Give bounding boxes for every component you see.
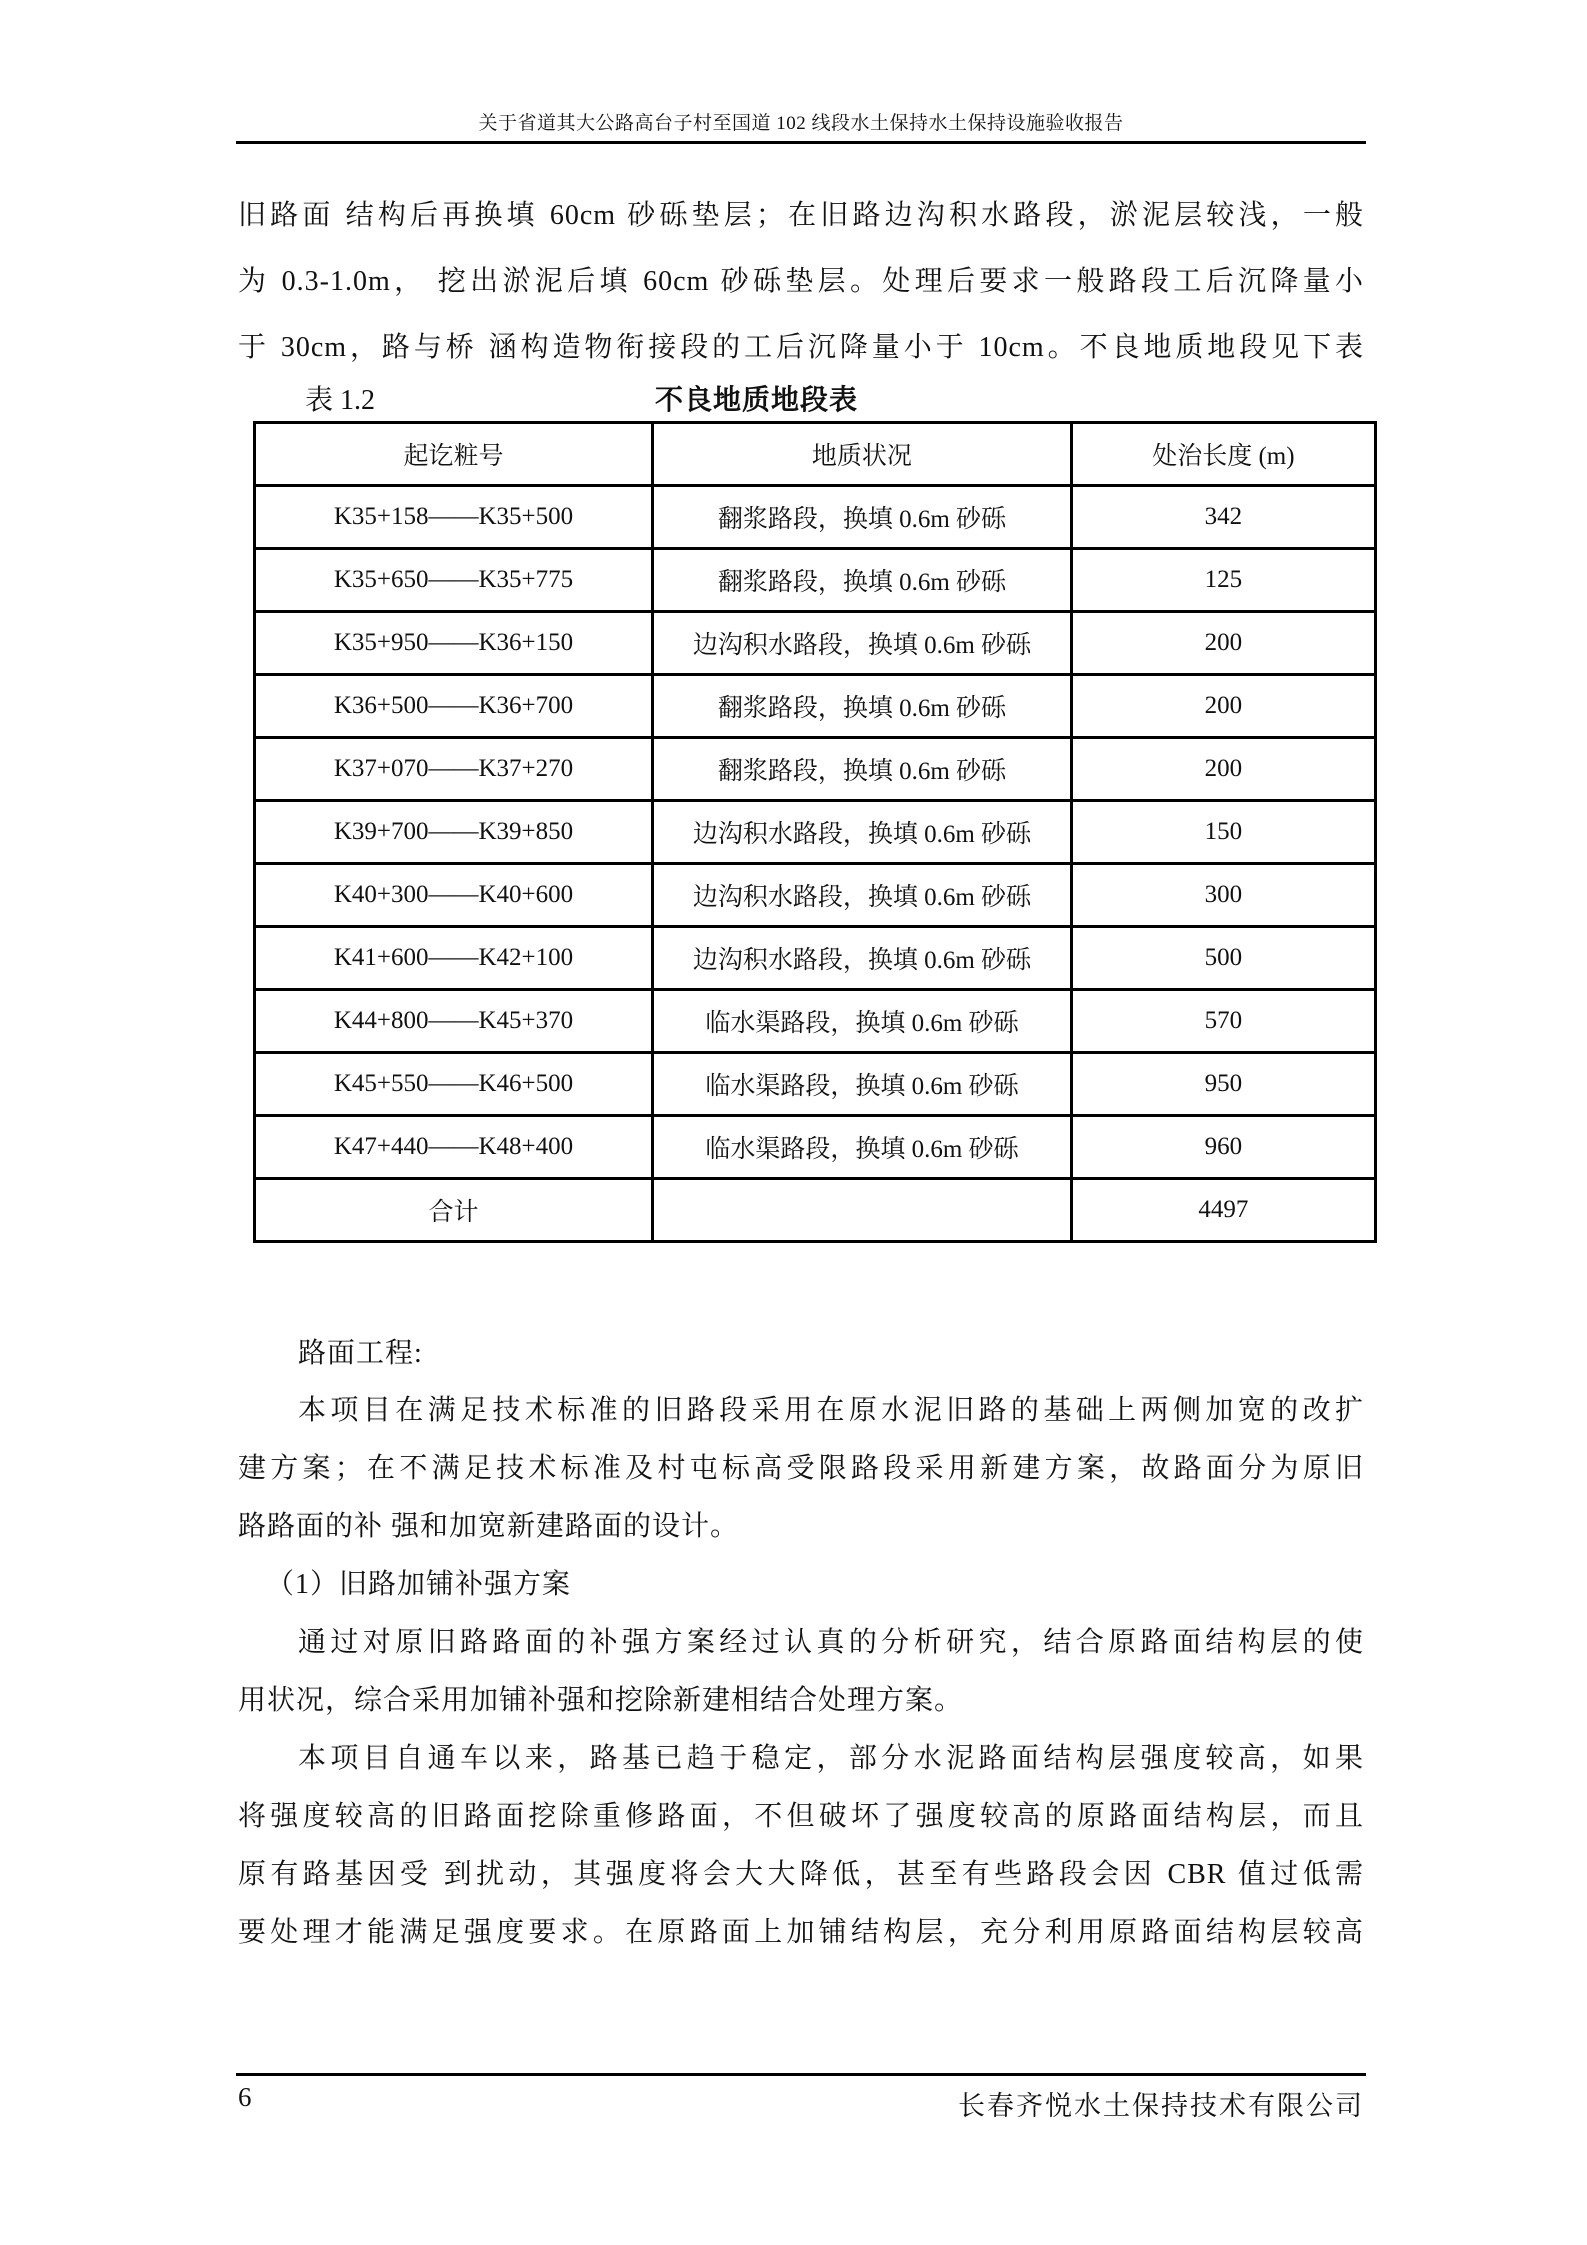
geology-cell: 翻浆路段，换填 0.6m 砂砾 [653, 738, 1072, 801]
length-cell: 342 [1071, 486, 1375, 549]
table-row [255, 864, 1376, 927]
length-cell: 500 [1071, 927, 1375, 990]
table-header-row [255, 423, 1376, 486]
page-number: 6 [238, 2082, 252, 2112]
length-cell: 150 [1071, 801, 1375, 864]
station-cell: K45+550——K46+500 [255, 1053, 653, 1116]
total-value-cell: 4497 [1071, 1179, 1375, 1242]
table-row [255, 675, 1376, 738]
section-heading: 路面工程: [298, 1338, 423, 1369]
length-cell: 125 [1071, 549, 1375, 612]
intro-paragraph [238, 183, 1364, 381]
geology-cell: 翻浆路段，换填 0.6m 砂砾 [653, 549, 1072, 612]
length-cell: 200 [1071, 738, 1375, 801]
table-number: 表 1.2 [305, 385, 376, 416]
geology-cell: 边沟积水路段，换填 0.6m 砂砾 [653, 927, 1072, 990]
total-label-cell: 合计 [255, 1179, 653, 1242]
header-cell-geology: 地质状况 [653, 423, 1072, 486]
subheading: （1）旧路加铺补强方案 [266, 1569, 572, 1600]
length-cell: 200 [1071, 612, 1375, 675]
table-row [255, 1116, 1376, 1179]
length-cell: 300 [1071, 864, 1375, 927]
text-line: 于 30cm，路与桥 涵构造物衔接段的工后沉降量小于 10cm。不良地质地段见下表 [238, 332, 1364, 363]
table-row [255, 549, 1376, 612]
total-empty-cell [653, 1179, 1072, 1242]
text-line: 要处理才能满足强度要求。在原路面上加铺结构层，充分利用原路面结构层较高 [238, 1917, 1364, 1948]
company-name: 长春齐悦水土保持技术有限公司 [958, 2091, 1364, 2121]
geology-cell: 翻浆路段，换填 0.6m 砂砾 [653, 675, 1072, 738]
geology-cell: 临水渠路段，换填 0.6m 砂砾 [653, 1116, 1072, 1179]
bad-geology-table [253, 421, 1377, 1243]
text-line: 通过对原旧路路面的补强方案经过认真的分析研究，结合原路面结构层的使 [298, 1627, 1364, 1658]
header-rule [236, 141, 1366, 144]
geology-cell: 边沟积水路段，换填 0.6m 砂砾 [653, 864, 1072, 927]
length-cell: 960 [1071, 1116, 1375, 1179]
station-cell: K47+440——K48+400 [255, 1116, 653, 1179]
text-line: 原有路基因受 到扰动，其强度将会大大降低，甚至有些路段会因 CBR 值过低需 [238, 1859, 1364, 1890]
text-line: 路路面的补 强和加宽新建路面的设计。 [238, 1511, 740, 1542]
table-title: 不良地质地段表 [655, 385, 859, 416]
footer-rule [236, 2073, 1366, 2076]
geology-cell: 边沟积水路段，换填 0.6m 砂砾 [653, 801, 1072, 864]
station-cell: K35+158——K35+500 [255, 486, 653, 549]
station-cell: K40+300——K40+600 [255, 864, 653, 927]
table-row [255, 486, 1376, 549]
station-cell: K35+950——K36+150 [255, 612, 653, 675]
station-cell: K35+650——K35+775 [255, 549, 653, 612]
station-cell: K36+500——K36+700 [255, 675, 653, 738]
table-row [255, 738, 1376, 801]
station-cell: K39+700——K39+850 [255, 801, 653, 864]
text-line: 用状况，综合采用加铺补强和挖除新建相结合处理方案。 [238, 1685, 964, 1716]
text-line: 本项目自通车以来，路基已趋于稳定，部分水泥路面结构层强度较高，如果 [298, 1743, 1364, 1774]
station-cell: K37+070——K37+270 [255, 738, 653, 801]
header-cell-length: 处治长度 (m) [1071, 423, 1375, 486]
geology-cell: 临水渠路段，换填 0.6m 砂砾 [653, 990, 1072, 1053]
text-line: 建方案；在不满足技术标准及村屯标高受限路段采用新建方案，故路面分为原旧 [238, 1453, 1364, 1484]
length-cell: 200 [1071, 675, 1375, 738]
text-line: 为 0.3-1.0m， 挖出淤泥后填 60cm 砂砾垫层。处理后要求一般路段工后沉降量小 [238, 266, 1364, 297]
body-text [238, 1326, 1364, 1962]
geology-cell: 临水渠路段，换填 0.6m 砂砾 [653, 1053, 1072, 1116]
text-line: 旧路面 结构后再换填 60cm 砂砾垫层；在旧路边沟积水路段，淤泥层较浅，一般 [238, 200, 1364, 231]
header-cell-station: 起讫粧号 [255, 423, 653, 486]
text-line: 将强度较高的旧路面挖除重修路面，不但破坏了强度较高的原路面结构层，而且 [238, 1801, 1364, 1832]
length-cell: 950 [1071, 1053, 1375, 1116]
station-cell: K44+800——K45+370 [255, 990, 653, 1053]
length-cell: 570 [1071, 990, 1375, 1053]
geology-cell: 边沟积水路段，换填 0.6m 砂砾 [653, 612, 1072, 675]
table-row [255, 801, 1376, 864]
table-row [255, 990, 1376, 1053]
text-line: 本项目在满足技术标准的旧路段采用在原水泥旧路的基础上两侧加宽的改扩 [298, 1395, 1364, 1426]
table-row [255, 927, 1376, 990]
station-cell: K41+600——K42+100 [255, 927, 653, 990]
table-total-row [255, 1179, 1376, 1242]
table-row [255, 1053, 1376, 1116]
geology-cell: 翻浆路段，换填 0.6m 砂砾 [653, 486, 1072, 549]
table-row [255, 612, 1376, 675]
page-header-title: 关于省道其大公路高台子村至国道 102 线段水土保持水土保持设施验收报告 [478, 113, 1124, 134]
